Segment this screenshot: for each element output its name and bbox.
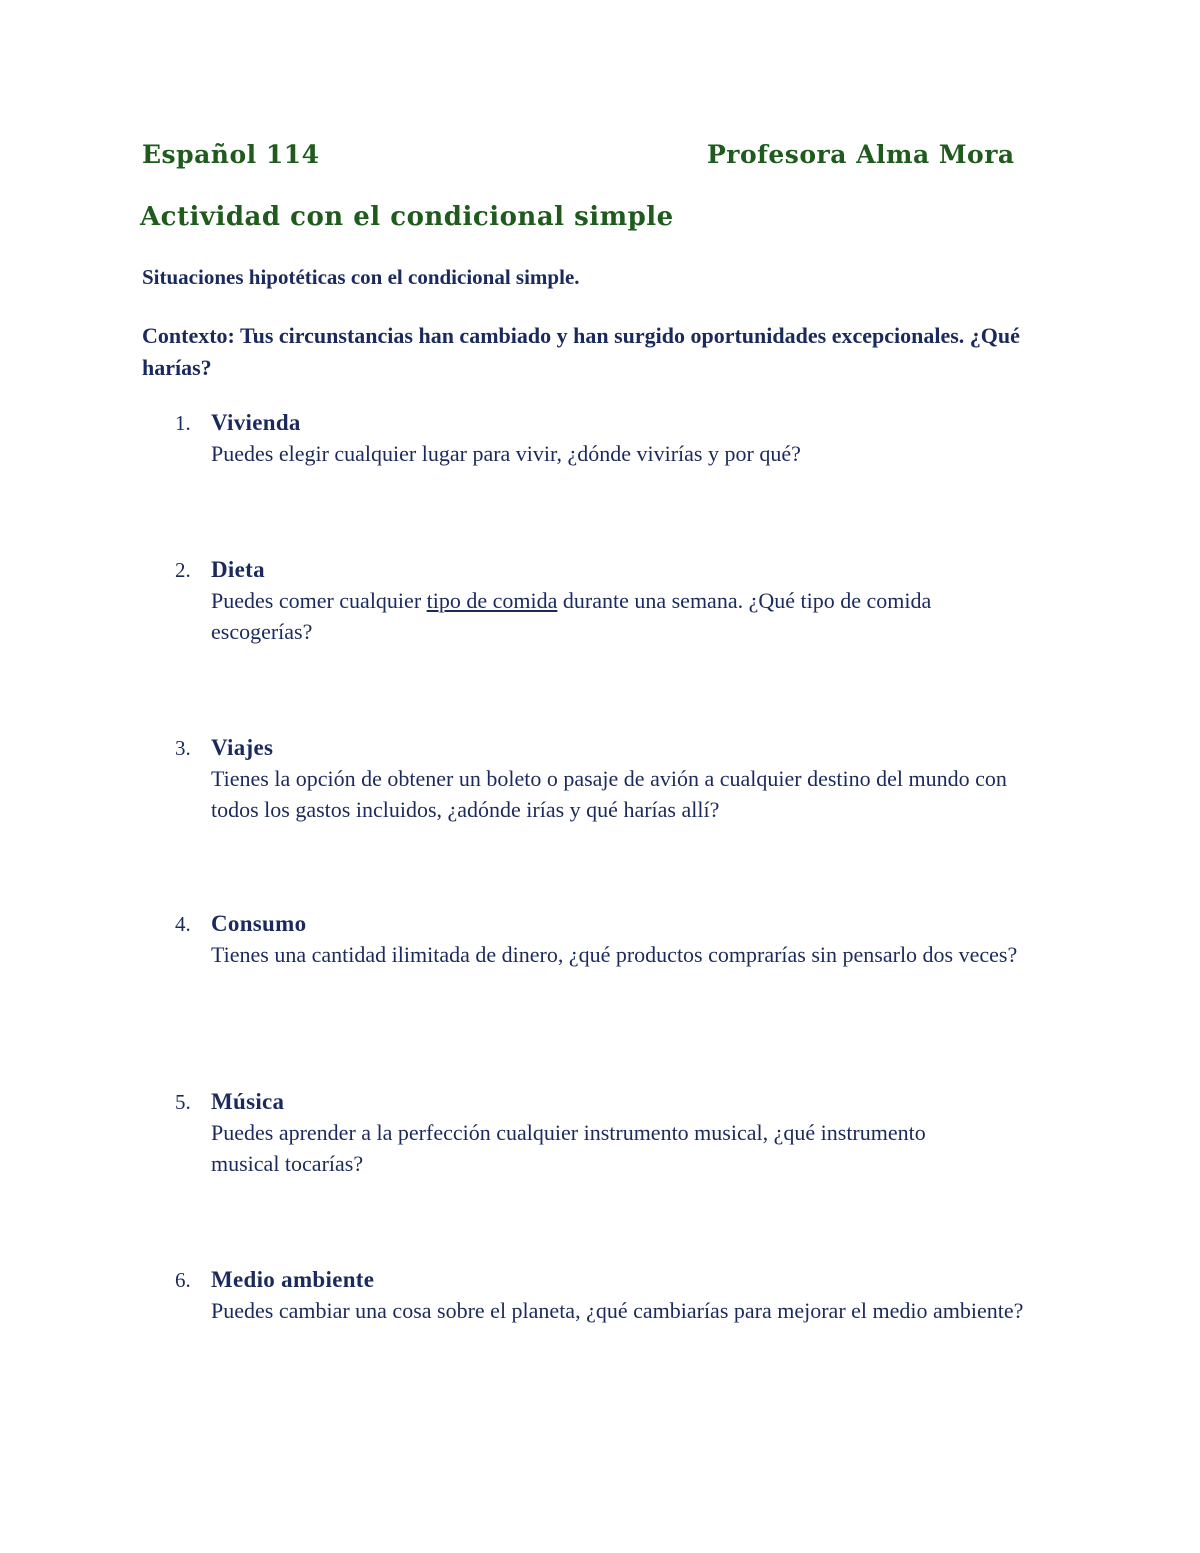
list-item-title: Consumo: [211, 911, 307, 936]
list-item-number: 2.: [175, 558, 191, 582]
list-item-text: Puedes aprender a la perfección cualquier instrumento musical, ¿qué instrumento musical tocarías?: [211, 1120, 926, 1176]
professor-name: Profesora Alma Mora: [707, 140, 1015, 169]
list-item-number: 6.: [175, 1268, 191, 1292]
list-item-number: 3.: [175, 736, 191, 760]
course-name: Español 114: [142, 140, 320, 169]
list-item-text: Puedes elegir cualquier lugar para vivir, ¿dónde vivirías y por qué?: [211, 441, 801, 466]
list-item-text: Puedes cambiar una cosa sobre el planeta, ¿qué cambiarías para mejorar el medio ambiente?: [211, 1298, 1024, 1323]
list-item-text: Puedes comer cualquier tipo de comida durante una semana. ¿Qué tipo de comida escogerías?: [211, 588, 932, 644]
intro-text: Situaciones hipotéticas con el condicional simple.: [142, 265, 580, 289]
list-item-title: Vivienda: [211, 410, 301, 435]
list-item-title: Viajes: [211, 735, 274, 760]
list-item-title: Dieta: [211, 557, 265, 582]
list-item-number: 1.: [175, 411, 191, 435]
list-item-number: 4.: [175, 912, 191, 936]
list-item-text: Tienes una cantidad ilimitada de dinero, ¿qué productos comprarías sin pensarlo dos veces?: [211, 942, 1018, 967]
list-item-title: Medio ambiente: [211, 1267, 375, 1292]
list-item-title: Música: [211, 1089, 285, 1114]
list-item-text: Tienes la opción de obtener un boleto o pasaje de avión a cualquier destino del mundo con todos los gastos incluidos, ¿adónde irías y qué harías allí?: [211, 766, 1007, 822]
activity-title: Actividad con el condicional simple: [140, 202, 674, 232]
list-item-number: 5.: [175, 1090, 191, 1114]
context-text: Contexto: Tus circunstancias han cambiado y han surgido oportunidades excepcionales. ¿Qué harías?: [142, 323, 1020, 380]
food-type-link[interactable]: tipo de comida: [426, 588, 558, 613]
